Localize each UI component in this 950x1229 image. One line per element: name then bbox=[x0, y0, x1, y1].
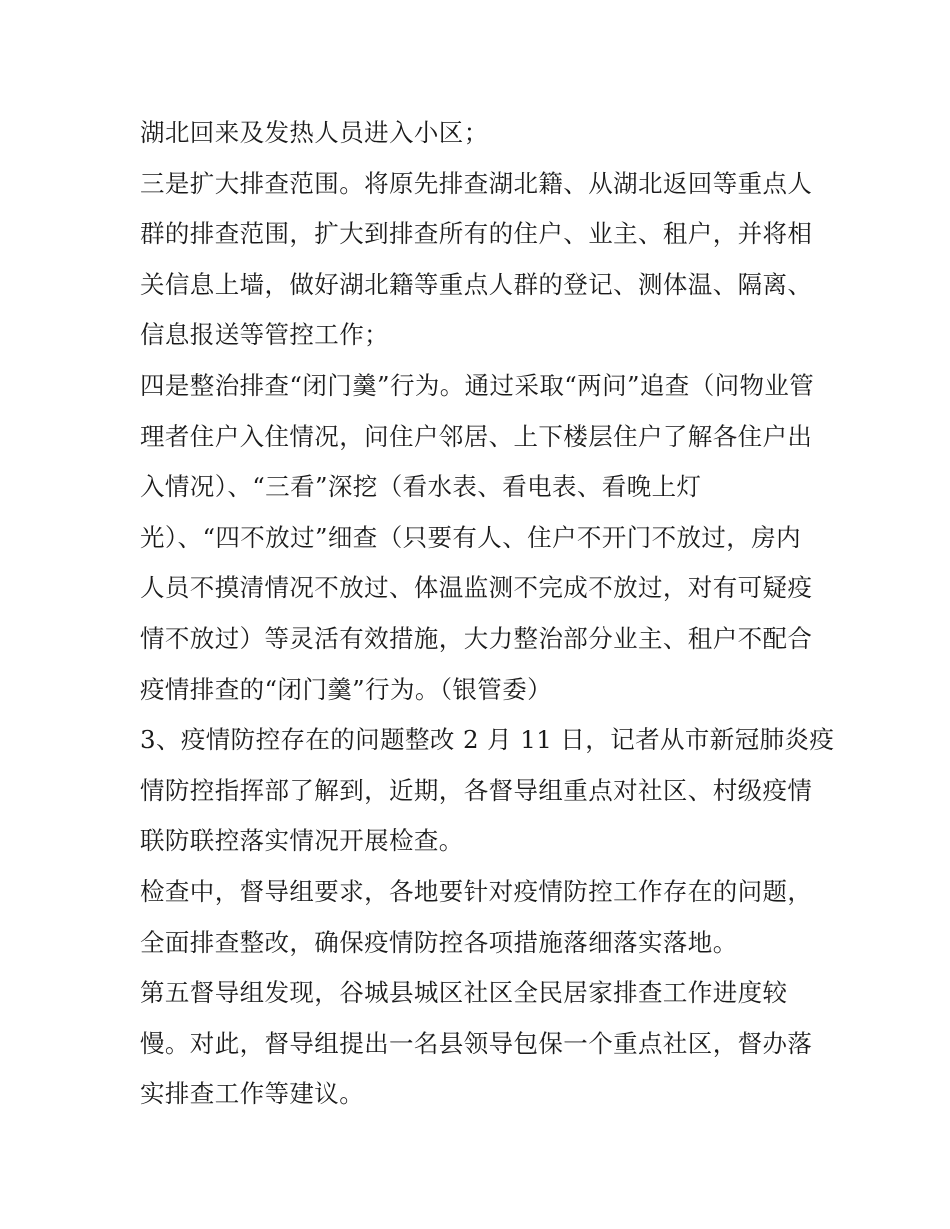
text-line: 群的排查范围，扩大到排查所有的住户、业主、租户，并将相 bbox=[140, 219, 813, 249]
text-line: 全面排查整改，确保疫情防控各项措施落细落实落地。 bbox=[140, 927, 738, 957]
document-body bbox=[140, 108, 835, 1120]
paragraph-3 bbox=[140, 361, 820, 715]
text-line: 人员不摸清情况不放过、体温监测不完成不放过，对有可疑疫 bbox=[140, 573, 813, 603]
paragraph-6 bbox=[140, 968, 820, 1120]
text-line: 联防联控落实情况开展检查。 bbox=[140, 826, 464, 856]
text-line: 三是扩大排查范围。将原先排查湖北籍、从湖北返回等重点人 bbox=[140, 168, 813, 198]
text-line: 检查中，督导组要求，各地要针对疫情防控工作存在的问题， bbox=[140, 876, 813, 906]
text-line: 光）、“四不放过”细查（只要有人、住户不开门不放过，房内 bbox=[140, 522, 801, 552]
text-line: 关信息上墙，做好湖北籍等重点人群的登记、测体温、隔离、 bbox=[140, 269, 813, 299]
text-line: 入情况）、“三看”深挖（看水表、看电表、看晚上灯 bbox=[140, 472, 702, 502]
text-line: 理者住户入住情况，问住户邻居、上下楼层住户了解各住户出 bbox=[140, 421, 813, 451]
text-line: 疫情排查的“闭门羹”行为。（银管委） bbox=[140, 674, 552, 704]
text-line: 3、疫情防控存在的问题整改 2 月 11 日，记者从市新冠肺炎疫 bbox=[140, 725, 835, 755]
text-line: 实排查工作等建议。 bbox=[140, 1079, 365, 1109]
text-line: 情防控指挥部了解到，近期，各督导组重点对社区、村级疫情 bbox=[140, 775, 813, 805]
paragraph-4 bbox=[140, 715, 835, 867]
text-line: 第五督导组发现，谷城县城区社区全民居家排查工作进度较 bbox=[140, 978, 788, 1008]
paragraph-5 bbox=[140, 867, 820, 968]
text-line: 四是整治排查“闭门羹”行为。通过采取“两问”追查（问物业管 bbox=[140, 370, 815, 400]
text-line: 情不放过）等灵活有效措施，大力整治部分业主、租户不配合 bbox=[140, 623, 813, 653]
paragraph-1 bbox=[140, 108, 820, 159]
paragraph-2 bbox=[140, 159, 820, 361]
text-line: 信息报送等管控工作； bbox=[140, 320, 389, 350]
text-line: 慢。对此，督导组提出一名县领导包保一个重点社区，督办落 bbox=[140, 1028, 813, 1058]
text-line: 湖北回来及发热人员进入小区； bbox=[140, 118, 489, 147]
